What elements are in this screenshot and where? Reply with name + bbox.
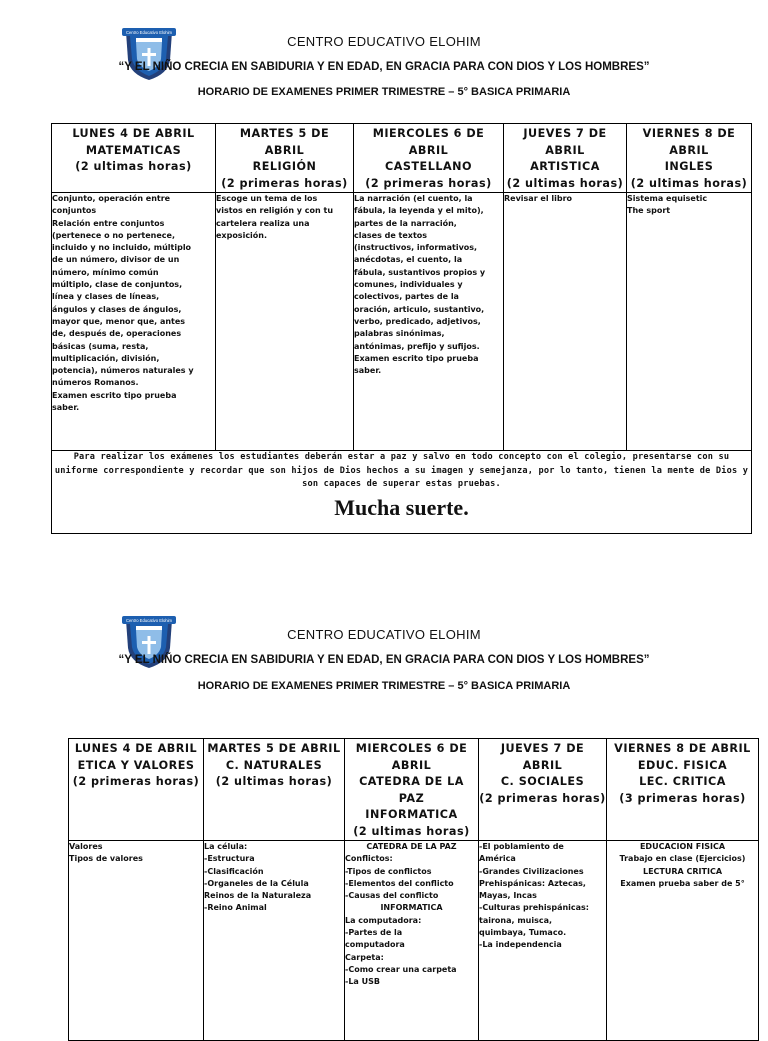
logo-banner-text: Centro Educativo Elohim <box>125 30 173 35</box>
exam-instructions: Para realizar los exámenes los estudiantes deberán estar a paz y salvo en todo concepto con el colegio, presentarse con su uniforme correspondiente y recordar que son hijos de Dios hechos a su imagen y semejanza, por lo tanto, tienen la mente de Dios y son capaces de superar estas pruebas. <box>54 452 749 489</box>
topics-c-sociales: -El poblamiento de América -Grandes Civilizaciones Prehispánicas: Aztecas, Mayas, Incas -Culturas prehispánicas: tairona, muisca, quimbaya, Tumaco. -La independencia <box>479 841 607 1041</box>
note-row <box>52 451 752 534</box>
day-header-tuesday: MARTES 5 DE ABRIL RELIGIÓN (2 primeras horas) <box>216 124 354 193</box>
topics-castellano: La narración (el cuento, la fábula, la leyenda y el mito), partes de la narración, clases de textos (instructivos, informativos, anécdotas, el cuento, la fábula, sustantivos propios y comunes, individuales y colectivos, partes de la oración, articulo, sustantivo, verbo, predicado, adjetivos, palabras sinónimas, antónimas, prefijo y sufijos. Examen escrito tipo prueba saber. <box>354 193 504 451</box>
exam-note-cell <box>52 451 752 534</box>
topics-artistica: Revisar el libro <box>504 193 627 451</box>
logo-banner-text: Centro Educativo Elohim <box>125 618 173 623</box>
topics-matematicas: Conjunto, operación entre conjuntos Relación entre conjuntos (pertenece o no pertenece, incluido y no incluido, múltiplo de un número, divisor de un número, mínimo común múltiplo, clase de conjuntos, línea y clases de líneas, ángulos y clases de ángulos, mayor que, menor que, antes de, después de, operaciones básicas (suma, resta, multiplicación, división, potencia), números naturales y números Romanos. Examen escrito tipo prueba saber. <box>52 193 216 451</box>
school-name: CENTRO EDUCATIVO ELOHIM <box>287 627 481 642</box>
exam-schedule-table-1 <box>51 123 752 534</box>
good-luck-message: Mucha suerte. <box>334 494 469 520</box>
schedule-title: HORARIO DE EXAMENES PRIMER TRIMESTRE – 5° BASICA PRIMARIA <box>197 680 571 692</box>
schedule-title: HORARIO DE EXAMENES PRIMER TRIMESTRE – 5° BASICA PRIMARIA <box>197 86 571 98</box>
day-header-wednesday: MIERCOLES 6 DE ABRIL CATEDRA DE LA PAZ INFORMATICA (2 ultimas horas) <box>345 739 479 841</box>
topics-row <box>52 193 752 451</box>
school-name: CENTRO EDUCATIVO ELOHIM <box>287 34 481 49</box>
school-motto: “Y EL NIÑO CRECIA EN SABIDURIA Y EN EDAD, EN GRACIA PARA CON DIOS Y LOS HOMBRES” <box>118 654 650 666</box>
exam-schedule-table-2 <box>68 738 759 1041</box>
topics-row <box>69 841 759 1041</box>
day-header-thursday: JUEVES 7 DE ABRIL C. SOCIALES (2 primeras horas) <box>479 739 607 841</box>
topics-religion: Escoge un tema de los vistos en religión y con tu cartelera realiza una exposición. <box>216 193 354 451</box>
topics-catedra-informatica: CATEDRA DE LA PAZ Conflictos: -Tipos de conflictos -Elementos del conflicto -Causas del conflicto INFORMATICA La computadora: -Partes de la computadora Carpeta: -Como crear una carpeta -La USB <box>345 841 479 1041</box>
day-header-tuesday: MARTES 5 DE ABRIL C. NATURALES (2 ultimas horas) <box>204 739 345 841</box>
topics-etica-y-valores: Valores Tipos de valores <box>69 841 204 1041</box>
day-header-wednesday: MIERCOLES 6 DE ABRIL CASTELLANO (2 primeras horas) <box>354 124 504 193</box>
schedule-header-row <box>52 124 752 193</box>
topics-educ-fisica-lec-critica: EDUCACION FISICA Trabajo en clase (Ejercicios) LECTURA CRITICA Examen prueba saber de 5° <box>607 841 759 1041</box>
day-header-friday: VIERNES 8 DE ABRIL EDUC. FISICA LEC. CRITICA (3 primeras horas) <box>607 739 759 841</box>
topics-c-naturales: La célula: -Estructura -Clasificación -Organeles de la Célula Reinos de la Naturaleza -Reino Animal <box>204 841 345 1041</box>
school-motto: “Y EL NIÑO CRECIA EN SABIDURIA Y EN EDAD, EN GRACIA PARA CON DIOS Y LOS HOMBRES” <box>118 61 650 73</box>
day-header-thursday: JUEVES 7 DE ABRIL ARTISTICA (2 ultimas horas) <box>504 124 627 193</box>
day-header-monday: LUNES 4 DE ABRIL ETICA Y VALORES (2 primeras horas) <box>69 739 204 841</box>
topics-ingles: Sistema equisetic The sport <box>627 193 752 451</box>
day-header-monday: LUNES 4 DE ABRIL MATEMATICAS (2 ultimas horas) <box>52 124 216 193</box>
schedule-header-row <box>69 739 759 841</box>
day-header-friday: VIERNES 8 DE ABRIL INGLES (2 ultimas horas) <box>627 124 752 193</box>
